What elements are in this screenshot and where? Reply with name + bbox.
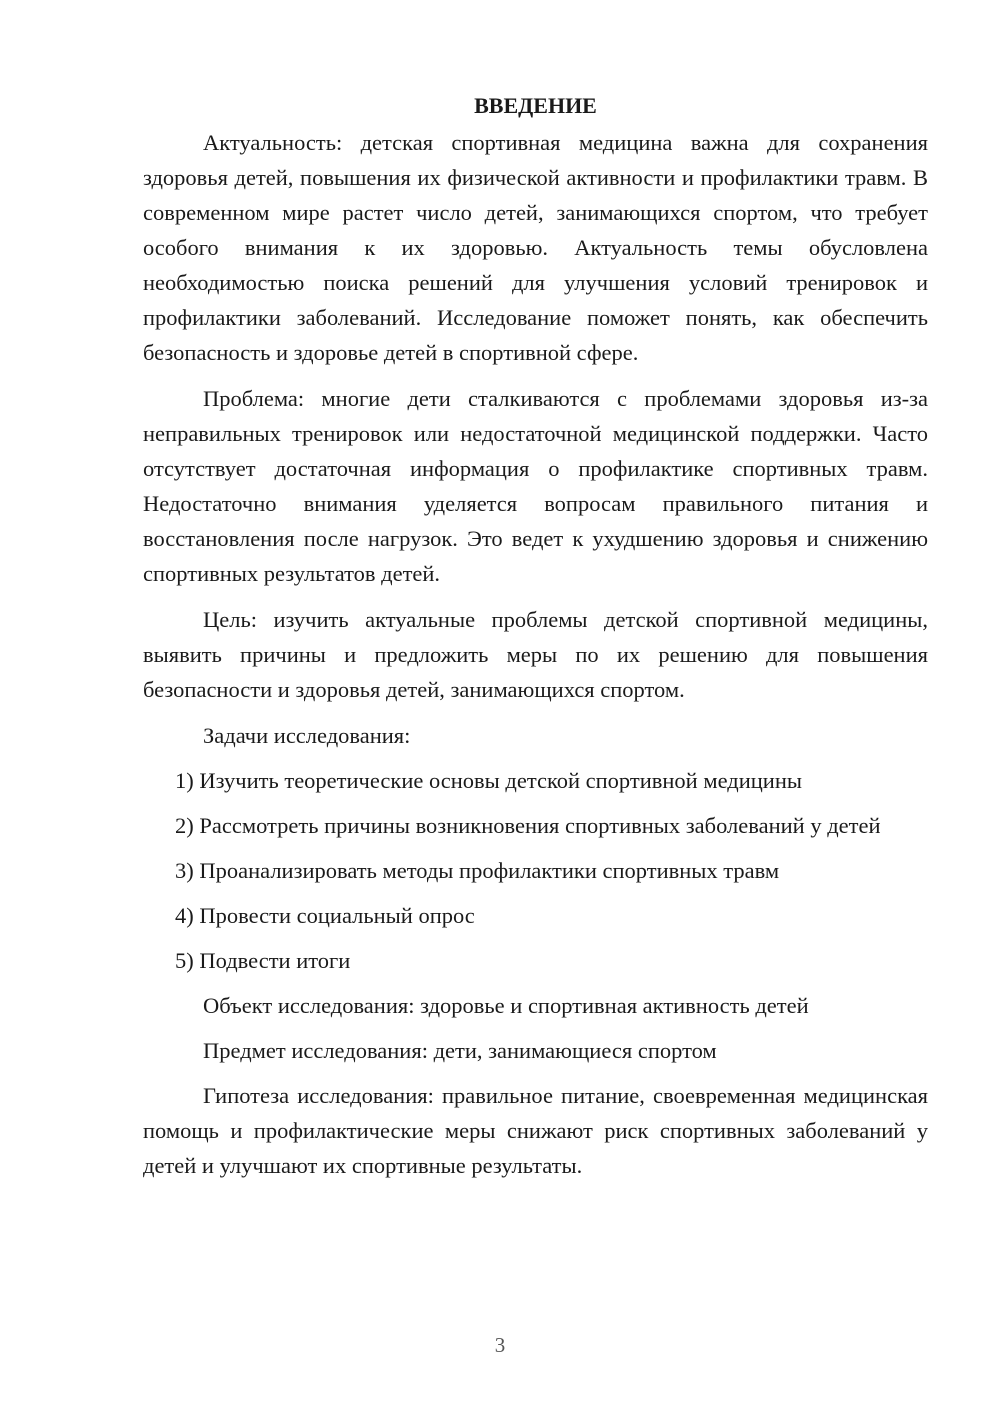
page-title: ВВЕДЕНИЕ <box>474 93 597 118</box>
relevance-paragraph: Актуальность: детская спортивная медицина важна для сохранения здоровья детей, повышения их физической активности и профилактики травм. В современном мире растет число детей, занимающихся спортом, что требует особого внимания к их здоровью. Актуальность темы обусловлена необходимостью поиска решений для улучшения условий тренировок и профилактики заболеваний. Исследование поможет понять, как обеспечить безопасность и здоровье детей в спортивной сфере. <box>143 130 928 365</box>
tasks-heading: Задачи исследования: <box>203 723 411 748</box>
task-item-4: 4) Провести социальный опрос <box>175 903 475 928</box>
task-item-1: 1) Изучить теоретические основы детской спортивной медицины <box>175 768 803 793</box>
hypothesis-paragraph: Гипотеза исследования: правильное питание, своевременная медицинская помощь и профилактические меры снижают риск спортивных заболеваний у детей и улучшают их спортивные результаты. <box>143 1083 928 1178</box>
task-item-3: 3) Проанализировать методы профилактики спортивных травм <box>175 858 780 883</box>
object-paragraph: Объект исследования: здоровье и спортивная активность детей <box>203 993 809 1018</box>
task-item-5: 5) Подвести итоги <box>175 948 351 973</box>
problem-paragraph: Проблема: многие дети сталкиваются с проблемами здоровья из-за неправильных тренировок или недостаточной медицинской поддержки. Часто отсутствует достаточная информация о профилактике спортивных травм. Недостаточно внимания уделяется вопросам правильного питания и восстановления после нагрузок. Это ведет к ухудшению здоровья и снижению спортивных результатов детей. <box>143 386 928 586</box>
goal-paragraph: Цель: изучить актуальные проблемы детской спортивной медицины, выявить причины и предложить меры по их решению для повышения безопасности и здоровья детей, занимающихся спортом. <box>143 607 928 702</box>
document-page <box>143 88 928 1183</box>
task-item-2: 2) Рассмотреть причины возникновения спортивных заболеваний у детей <box>175 813 881 838</box>
page-number: 3 <box>494 1333 506 1357</box>
subject-paragraph: Предмет исследования: дети, занимающиеся спортом <box>203 1038 717 1063</box>
